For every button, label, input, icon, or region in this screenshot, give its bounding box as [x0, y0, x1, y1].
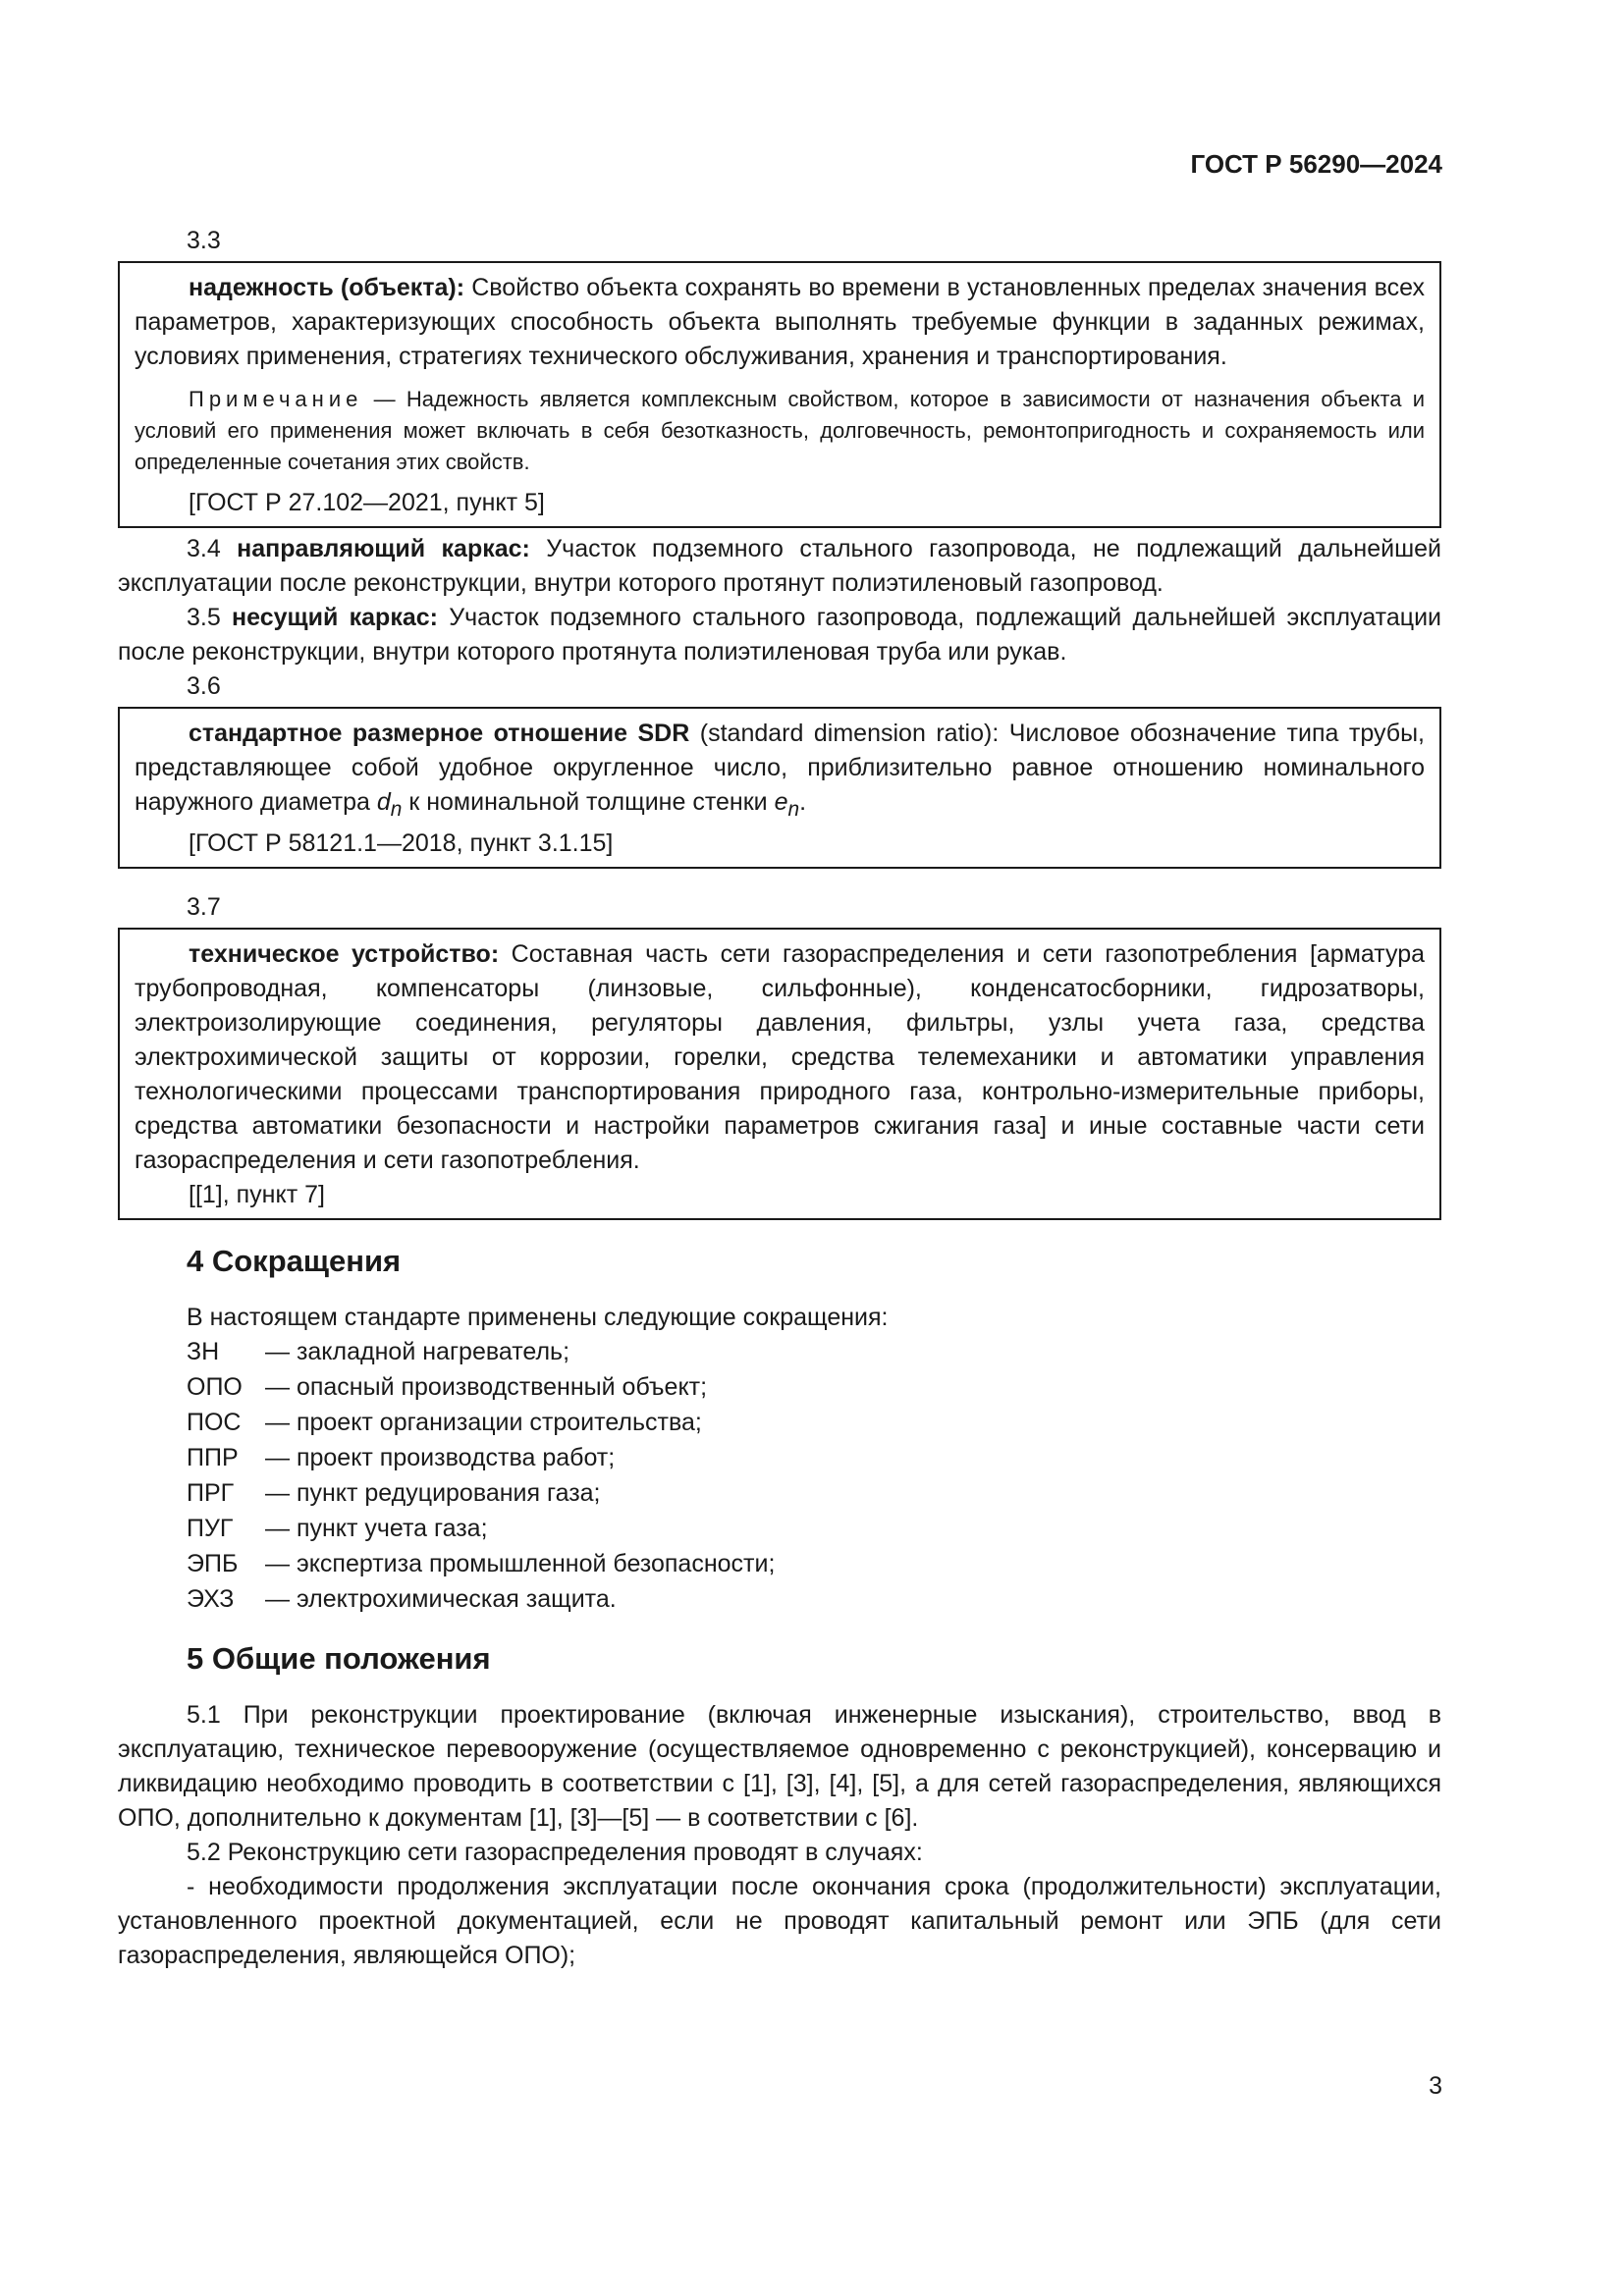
abbreviation-item — [187, 1512, 1441, 1547]
abbreviation-item — [187, 1335, 1441, 1370]
term-definition — [135, 271, 1425, 374]
term-reference: [ГОСТ Р 58121.1—2018, пункт 3.1.15] — [189, 829, 614, 857]
term-definition-text: Составная часть сети газораспределения и сети газопотребления [арматура трубопроводная, компенсаторы (линзовые, сильфонные), конденсатосборники, гидрозатворы, электроизолирующие соединения, регуляторы давления, фильтры, узлы учета газа, средства электрохимической защиты от коррозии, горелки, средства телемеханики и автоматики управления технологическими процессами транспортирования природного газа, контрольно-измерительные приборы, средства автоматики безопасности и настройки параметров сжигания газа] и иные составные части сети газораспределения и сети газопотребления. — [135, 940, 1426, 1174]
term-number: 3.4 — [187, 535, 221, 562]
term-reference: [ГОСТ Р 27.102—2021, пункт 5] — [189, 489, 545, 516]
abbreviation-item — [187, 1547, 1441, 1582]
term-name: направляющий каркас: — [237, 535, 530, 562]
subscript-n: n — [787, 798, 800, 821]
term-name: техническое устройство: — [189, 940, 500, 968]
abbreviation-item — [187, 1406, 1441, 1441]
term-box-technical-device — [118, 928, 1441, 1220]
term-definition-text: Участок подземного стального газопровода, не подлежащий дальнейшей эксплуатации после реконструкции, внутри которого протянут полиэтиленовый газопровод. — [118, 535, 1442, 597]
abbreviation-list — [118, 1335, 1441, 1618]
term-number: 3.6 — [187, 672, 221, 700]
abbreviation-definition: — пункт редуцирования газа; — [265, 1479, 601, 1507]
term-reference: [[1], пункт 7] — [189, 1181, 325, 1208]
abbreviation-code: ОПО — [187, 1373, 243, 1401]
abbreviation-item — [187, 1441, 1441, 1476]
abbreviation-code: ЗН — [187, 1338, 220, 1365]
term-box-reliability — [118, 261, 1441, 528]
symbol-d: d — [376, 788, 391, 816]
abbreviation-definition: — экспертиза промышленной безопасности; — [265, 1550, 776, 1577]
page-content — [118, 224, 1441, 1973]
abbreviation-code: ПРГ — [187, 1479, 235, 1507]
abbreviation-code: ЭПБ — [187, 1550, 239, 1577]
term-paragraph-guide-frame — [118, 532, 1441, 601]
paragraph-5-2: 5.2 Реконструкцию сети газораспределения проводят в случаях: — [187, 1839, 923, 1866]
term-definition-text: Участок подземного стального газопровода, подлежащий дальнейшей эксплуатации после реконструкции, внутри которого протянута полиэтиленовая труба или рукав. — [118, 604, 1441, 666]
abbreviation-code: ПОС — [187, 1409, 242, 1436]
term-box-sdr — [118, 707, 1441, 869]
section-title-general-provisions: 5 Общие положения — [187, 1641, 491, 1676]
abbreviation-definition: — электрохимическая защита. — [265, 1585, 617, 1613]
subscript-n: n — [390, 798, 403, 821]
abbreviation-code: ЭХЗ — [187, 1585, 235, 1613]
symbol-e: e — [774, 788, 788, 816]
term-number: 3.7 — [187, 893, 221, 921]
term-name: несущий каркас: — [232, 604, 438, 631]
term-definition-text: к номинальной толщине стенки — [402, 788, 775, 816]
term-paragraph-bearing-frame — [118, 601, 1441, 669]
abbreviation-item — [187, 1370, 1441, 1406]
note-text: — Надежность является комплексным свойством, которое в зависимости от назначения объекта и условий его применения может включать в себя безотказность, долговечность, ремонтопригодность и сохраняемость или определенные сочетания этих свойств. — [135, 387, 1425, 474]
paragraph-5-1: 5.1 При реконструкции проектирование (включая инженерные изыскания), строительство, ввод в эксплуатацию, техническое перевооружение (осуществляемое одновременно с реконструкцией), консервацию и ликвидацию необходимо проводить в соответствии с [1], [3], [4], [5], а для сетей газораспределения, являющихся ОПО, дополнительно к документам [1], [3]—[5] — в соответствии с [6]. — [118, 1701, 1441, 1832]
document-id-header: ГОСТ Р 56290—2024 — [1190, 149, 1442, 179]
term-definition — [135, 717, 1425, 827]
term-definition — [135, 937, 1425, 1178]
term-definition-text: Свойство объекта сохранять во времени в установленных пределах значения всех параметров, характеризующих способность объекта выполнять требуемые функции в заданных режимах, условиях применения, стратегиях технического обслуживания, хранения и транспортирования. — [135, 274, 1425, 370]
abbreviation-code: ППР — [187, 1444, 239, 1471]
abbreviation-definition: — пункт учета газа; — [265, 1515, 488, 1542]
term-number: 3.5 — [187, 604, 221, 631]
term-name: стандартное размерное отношение SDR — [189, 720, 690, 747]
term-name: надежность (объекта): — [189, 274, 465, 301]
term-number: 3.3 — [187, 227, 221, 254]
section-title-abbreviations: 4 Сокращения — [187, 1244, 402, 1278]
abbreviation-definition: — опасный производственный объект; — [265, 1373, 708, 1401]
abbreviation-item — [187, 1476, 1441, 1512]
note-label: Примечание — [189, 387, 363, 411]
term-definition-text: (standard dimension ratio): Числовое обозначение типа трубы, представляющее собой удобное округленное число, приблизительно равное отношению номинального наружного диаметра — [135, 720, 1425, 816]
abbreviation-item — [187, 1582, 1441, 1618]
page-number: 3 — [1429, 2072, 1442, 2100]
abbreviations-intro: В настоящем стандарте применены следующие сокращения: — [187, 1304, 889, 1331]
abbreviation-definition: — проект производства работ; — [265, 1444, 616, 1471]
term-note — [135, 384, 1425, 478]
paragraph-5-2-item: - необходимости продолжения эксплуатации после окончания срока (продолжительности) эксплуатации, установленного проектной документацией, если не проводят капитальный ремонт или ЭПБ (для сети газораспределения, являющейся ОПО); — [118, 1873, 1441, 1969]
term-definition-text: . — [799, 788, 807, 816]
abbreviation-definition: — закладной нагреватель; — [265, 1338, 570, 1365]
abbreviation-code: ПУГ — [187, 1515, 234, 1542]
abbreviation-definition: — проект организации строительства; — [265, 1409, 702, 1436]
